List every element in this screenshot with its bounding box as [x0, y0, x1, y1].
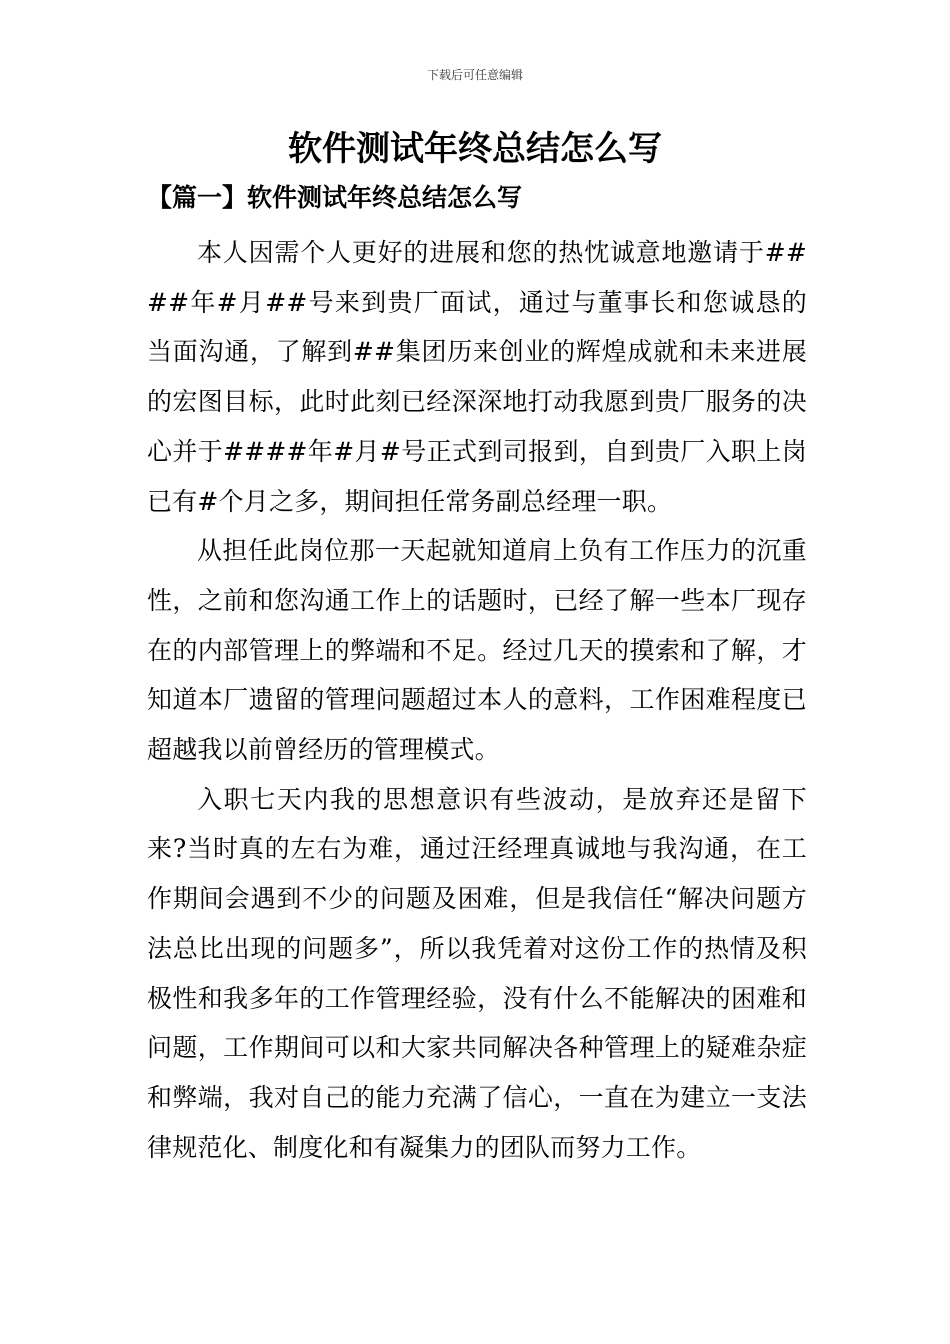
- paragraph-1: 本人因需个人更好的进展和您的热忱诚意地邀请于####年#月##号来到贵厂面试，通过与董事长和您诚恳的当面沟通，了解到##集团历来创业的辉煌成就和未来进展的宏图目标，此时此刻已经深深地打动我愿到贵厂服务的决心并于####年#月#号正式到司报到，自到贵厂入职上岗已有#个月之多，期间担任常务副总经理一职。: [147, 238, 807, 516]
- header-note: 下载后可任意编辑: [426, 68, 523, 82]
- paragraph-3: 入职七天内我的思想意识有些波动，是放弃还是留下来?当时真的左右为难，通过汪经理真诚地与我沟通，在工作期间会遇到不少的问题及困难，但是我信任“解决问题方法总比出现的问题多”，所以我凭着对这份工作的热情及积极性和我多年的工作管理经验，没有什么不能解决的困难和问题，工作期间可以和大家共同解决各种管理上的疑难杂症和弊端，我对自己的能力充满了信心，一直在为建立一支法律规范化、制度化和有凝集力的团队而努力工作。: [147, 784, 807, 1162]
- section-heading: 【篇一】软件测试年终总结怎么写: [147, 183, 523, 212]
- paragraph-2: 从担任此岗位那一天起就知道肩上负有工作压力的沉重性，之前和您沟通工作上的话题时，已经了解一些本厂现存在的内部管理上的弊端和不足。经过几天的摸索和了解，才知道本厂遗留的管理问题超过本人的意料，工作困难程度已超越我以前曾经历的管理模式。: [147, 536, 807, 765]
- body-text: [147, 228, 807, 1172]
- document-title: 软件测试年终总结怎么写: [288, 129, 662, 169]
